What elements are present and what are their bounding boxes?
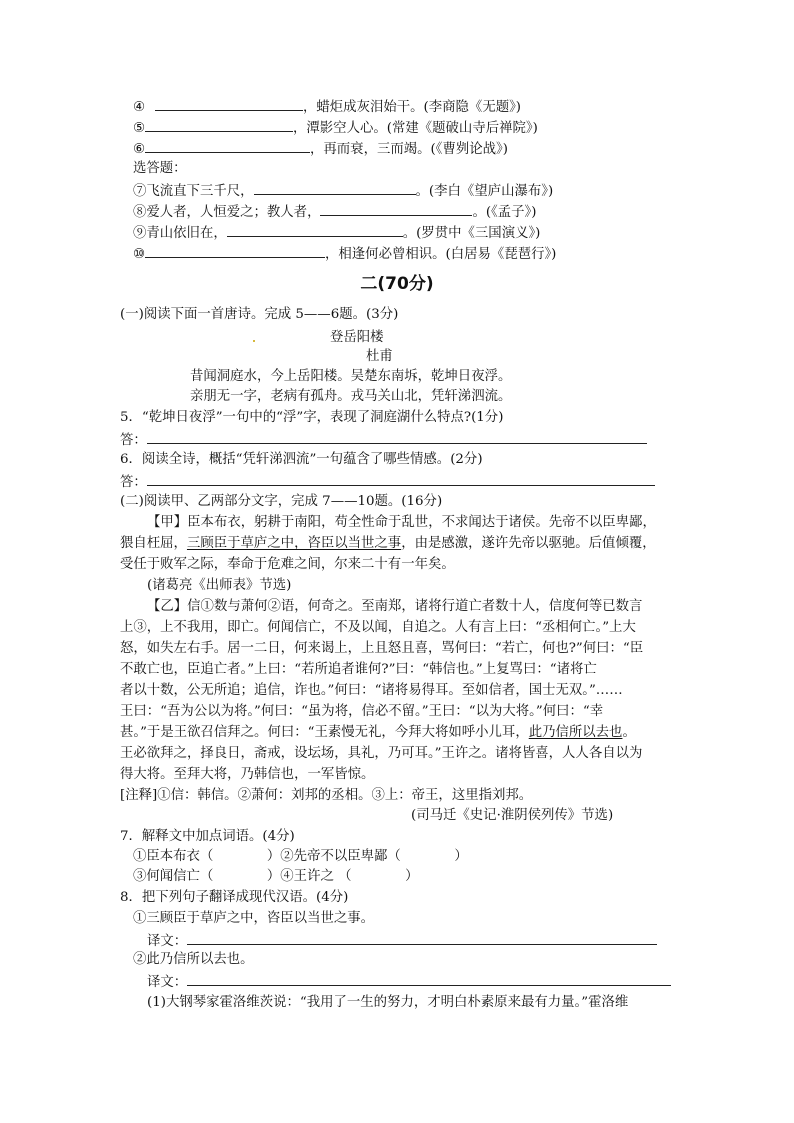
poem-line: 亲朋无一字，老病有孤舟。戎马关山北，凭轩涕泗流。	[190, 389, 512, 404]
fill-item-5: ⑤ ，潭影空人心。(常建《题破山寺后禅院》)	[133, 121, 538, 136]
answer-blank[interactable]	[147, 473, 655, 486]
answer-blank[interactable]	[187, 973, 671, 986]
annotation-note: [注释]①信：韩信。②萧何：刘邦的丞相。③上：帝王，这里指刘邦。	[120, 788, 533, 803]
answer-blank[interactable]	[320, 203, 472, 216]
part1-intro: (一)阅读下面一首唐诗。完成 5——6题。(3分)	[120, 307, 399, 322]
fill-item-7: ⑦飞流直下三千尺， 。(李白《望庐山瀑布》)	[133, 184, 554, 199]
question-8-sentence: ①三顾臣于草庐之中，咨臣以当世之事。	[133, 911, 375, 926]
fill-item-10: ⑩ ，相逢何必曾相识。(白居易《琵琶行》)	[133, 247, 557, 262]
passage-yi-line: 上③，上不我用，即亡。何闻信亡，不及以闻，自追之。人有言上曰：“丞相何亡。”上大	[120, 620, 636, 635]
question-6: 6．阅读全诗，概括“凭轩涕泗流”一句蕴含了哪些情感。(2分)	[120, 452, 483, 467]
passage-yi-line: 王必欲拜之，择良日，斋戒，设坛场，具礼，乃可耳。”王许之。诸将皆喜，人人各自以为	[120, 746, 643, 761]
answer-blank[interactable]	[187, 932, 657, 945]
translation-line: 译文：	[147, 932, 657, 950]
passage-yi-line: 怒，如失左右手。居一二日，何来谒上，上且怒且喜，骂何曰：“若亡，何也?”何曰：“臣	[120, 641, 644, 656]
answer-blank[interactable]	[145, 140, 310, 153]
passage-jia-line: 受任于败军之际，奉命于危难之间，尔来二十有一年矣。	[120, 557, 455, 572]
optional-title: 选答题：	[133, 161, 187, 176]
translation-line: 译文：	[147, 973, 671, 991]
poem-title: 登岳阳楼	[330, 330, 384, 345]
passage-jia-source: (诸葛亮《出师表》节选)	[147, 578, 292, 593]
question-7: 7．解释文中加点词语。(4分)	[120, 829, 295, 844]
poem-author: 杜甫	[366, 349, 393, 364]
passage-yi-line: 者以十数，公无所追；追信，诈也。”何曰：“诸将易得耳。至如信者，国士无双。”……	[120, 683, 623, 698]
passage-yi-line: 甚。”于是王欲召信拜之。何曰：“王素慢无礼，今拜大将如呼小儿耳，此乃信所以去也。	[120, 725, 636, 740]
answer-blank[interactable]	[155, 98, 303, 111]
continuation-line: (1)大钢琴家霍洛维茨说：“我用了一生的努力，才明白朴素原来最有力量。”霍洛维	[147, 995, 629, 1010]
passage-yi-line: 不敢亡也，臣追亡者。”上曰：“若所追者谁何?”曰：“韩信也。”上复骂曰：“诸将亡	[120, 662, 597, 677]
underlined-sentence: 此乃信所以去也	[528, 725, 623, 740]
passage-yi-line: 【乙】信①数与萧何②语，何奇之。至南郑，诸将行道亡者数十人，信度何等已数言	[147, 599, 643, 614]
answer-blank[interactable]	[147, 431, 647, 444]
fill-item-9: ⑨青山依旧在， 。(罗贯中《三国演义》)	[133, 226, 541, 241]
answer-line-6: 答：	[120, 473, 655, 491]
answer-blank[interactable]	[145, 119, 293, 132]
part2-intro: (二)阅读甲、乙两部分文字，完成 7——10题。(16分)	[120, 494, 443, 509]
poem-line: 昔闻洞庭水，今上岳阳楼。吴楚东南坼，乾坤日夜浮。	[190, 369, 512, 384]
answer-line-5: 答：	[120, 431, 647, 449]
passage-jia-line: 【甲】臣本布衣，躬耕于南阳，苟全性命于乱世，不求闻达于诸侯。先帝不以臣卑鄙，	[147, 515, 656, 530]
passage-yi-source: (司马迁《史记·淮阴侯列传》节选)	[411, 808, 614, 823]
answer-blank[interactable]	[254, 182, 416, 195]
question-8-sentence: ②此乃信所以去也。	[133, 952, 254, 967]
question-8: 8．把下列句子翻译成现代汉语。(4分)	[120, 890, 349, 905]
question-7-row: ①臣本布衣（ ）②先帝不以臣卑鄙（ ）	[133, 849, 468, 864]
mark-dot	[253, 340, 255, 342]
section-title: 二(70分)	[360, 274, 434, 294]
answer-blank[interactable]	[145, 245, 325, 258]
answer-blank[interactable]	[227, 224, 403, 237]
passage-jia-line: 猥自枉屈，三顾臣于草庐之中，咨臣以当世之事，由是感激，遂许先帝以驱驰。后值倾覆，	[120, 536, 656, 551]
passage-yi-line: 王曰：“吾为公以为将。”何曰：“虽为将，信必不留。”王曰：“以为大将。”何曰：“幸	[120, 704, 604, 719]
fill-item-6: ⑥ ，再而衰，三而竭。(《曹刿论战》)	[133, 142, 508, 157]
passage-yi-line: 得大将。至拜大将，乃韩信也，一军皆惊。	[120, 767, 375, 782]
underlined-sentence: 三顾臣于草庐之中，咨臣以当世之事	[186, 536, 402, 551]
question-5: 5．“乾坤日夜浮”一句中的“浮”字，表现了洞庭湖什么特点?(1分)	[120, 410, 504, 425]
question-7-row: ③何闻信亡（ ）④王许之 （ ）	[133, 869, 419, 884]
fill-item-8: ⑧爱人者，人恒爱之；教人者， 。(《孟子》)	[133, 205, 537, 220]
fill-item-4: ④ ，蜡炬成灰泪始干。(李商隐《无题》)	[133, 100, 522, 115]
